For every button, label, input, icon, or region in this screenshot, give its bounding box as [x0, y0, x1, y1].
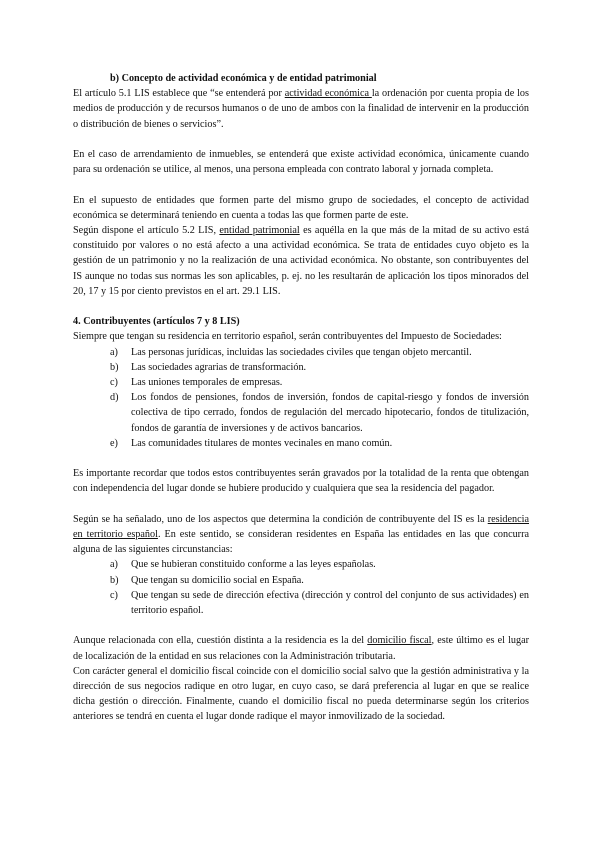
list-marker: d) — [110, 392, 119, 404]
text-run: . En este sentido, se consideran residentes en España las entidades en las que concurra alguna de las siguientes circunstancias: — [73, 529, 529, 556]
text-run: la ordenación por cuenta propia de los medios de producción y de recursos humanos o de uno de ambos con la finalidad de intervenir en la producción o distribución de bienes o servicios”. — [73, 88, 529, 130]
list-item — [73, 557, 529, 572]
text-run: Aunque relacionada con ella, cuestión distinta a la residencia es la del — [73, 635, 368, 647]
document-page — [73, 71, 529, 725]
list-marker: c) — [110, 589, 118, 601]
list-item-text: Las personas jurídicas, incluidas las sociedades civiles que tengan objeto mercantil. — [131, 346, 472, 358]
paragraph-residencia — [73, 512, 529, 558]
underlined-term-domicilio-fiscal: domicilio fiscal — [367, 635, 432, 647]
list-marker: b) — [110, 574, 119, 586]
paragraph-entidad-patrimonial — [73, 223, 529, 299]
residencia-list — [73, 557, 529, 618]
list-item-text: Que tengan su sede de dirección efectiva (dirección y control del conjunto de sus actividades) en territorio español. — [131, 589, 529, 617]
underlined-term-residencia: residencia en territorio español — [73, 513, 529, 541]
list-item — [73, 436, 529, 451]
underlined-term-entidad-patrimonial: entidad patrimonial — [219, 225, 300, 236]
list-marker: a) — [110, 346, 118, 358]
list-marker: e) — [110, 437, 118, 449]
list-item-text: Que se hubieran constituido conforme a las leyes españolas. — [131, 559, 376, 571]
contribuyentes-list — [73, 345, 529, 451]
section-b-heading: b) Concepto de actividad económica y de entidad patrimonial — [110, 73, 377, 84]
list-item-text: Que tengan su domicilio social en España. — [131, 574, 304, 586]
paragraph-arrendamiento: En el caso de arrendamiento de inmuebles, se entenderá que existe actividad económica, únicamente cuando para su ordenación se utilice, al menos, una persona empleada con contrato laboral y jornada completa. — [73, 149, 529, 176]
list-marker: b) — [110, 361, 119, 373]
paragraph-actividad-economica — [73, 86, 529, 132]
paragraph-domicilio-social: Con carácter general el domicilio fiscal coincide con el domicilio social salvo que la gestión administrativa y la dirección de sus negocios radique en otro lugar, en cuyo caso, se dará preferencia al lugar en que se realice dicha gestión o dirección. Finalmente, cuando el domicilio fiscal no pueda determinarse según los criterios anteriores se tendrá en cuenta el lugar donde radique el mayor inmovilizado de la sociedad. — [73, 665, 529, 723]
paragraph-contribuyentes-intro: Siempre que tengan su residencia en territorio español, serán contribuyentes del Impuesto de Sociedades: — [73, 331, 502, 343]
list-marker: c) — [110, 377, 118, 389]
section-4-heading: 4. Contribuyentes (artículos 7 y 8 LIS) — [73, 316, 240, 328]
text-run: Según se ha señalado, uno de los aspectos que determina la condición de contribuyente del IS es la — [73, 513, 488, 525]
paragraph-grupo-sociedades: En el supuesto de entidades que formen parte del mismo grupo de sociedades, el concepto de actividad económica se determinará teniendo en cuenta a todas las que formen parte de este. — [73, 194, 529, 221]
list-item-text: Las sociedades agrarias de transformación. — [131, 361, 307, 373]
paragraph-gravados: Es importante recordar que todos estos contribuyentes serán gravados por la totalidad de la renta que obtengan con independencia del lugar donde se hubiere producido y cualquiera que sea la residencia del pagador. — [73, 468, 529, 495]
list-item — [73, 375, 529, 390]
text-run: El artículo 5.1 LIS establece que “se entenderá por — [73, 88, 285, 100]
paragraph-domicilio-fiscal — [73, 633, 529, 663]
list-item — [73, 360, 529, 375]
text-run: , este último es el lugar de localización de la entidad en sus relaciones con la Administración tributaria. — [73, 635, 529, 662]
list-item-text: Los fondos de pensiones, fondos de inversión, fondos de capital-riesgo y fondos de inversión colectiva de tipo cerrado, fondos de regulación del mercado hipotecario, fondos de titulización, fondos de garantía de inversiones y de activos bancarios. — [131, 392, 529, 434]
list-item — [73, 588, 529, 618]
text-run: es aquélla en la que más de la mitad de su activo está constituido por valores o no está afecto a una actividad económica. Se trata de entidades cuyo objeto es la gestión de un patrimonio y no la realización de una actividad económica. No obstante, son contribuyentes del IS aunque no todas sus normas les son aplicables, p. ej. no les resultarán de aplicación los tipos minorados del 20, 17 y 15 por ciento previstos en el art. 29.1 LIS. — [73, 225, 529, 297]
text-run: Según dispone el artículo 5.2 LIS, — [73, 225, 220, 236]
underlined-term-actividad-economica: actividad económica — [284, 88, 372, 100]
list-item — [73, 345, 529, 360]
list-item — [73, 390, 529, 436]
list-item-text: Las comunidades titulares de montes vecinales en mano común. — [131, 437, 393, 449]
list-item — [73, 573, 529, 588]
list-marker: a) — [110, 559, 118, 571]
list-item-text: Las uniones temporales de empresas. — [131, 377, 283, 389]
